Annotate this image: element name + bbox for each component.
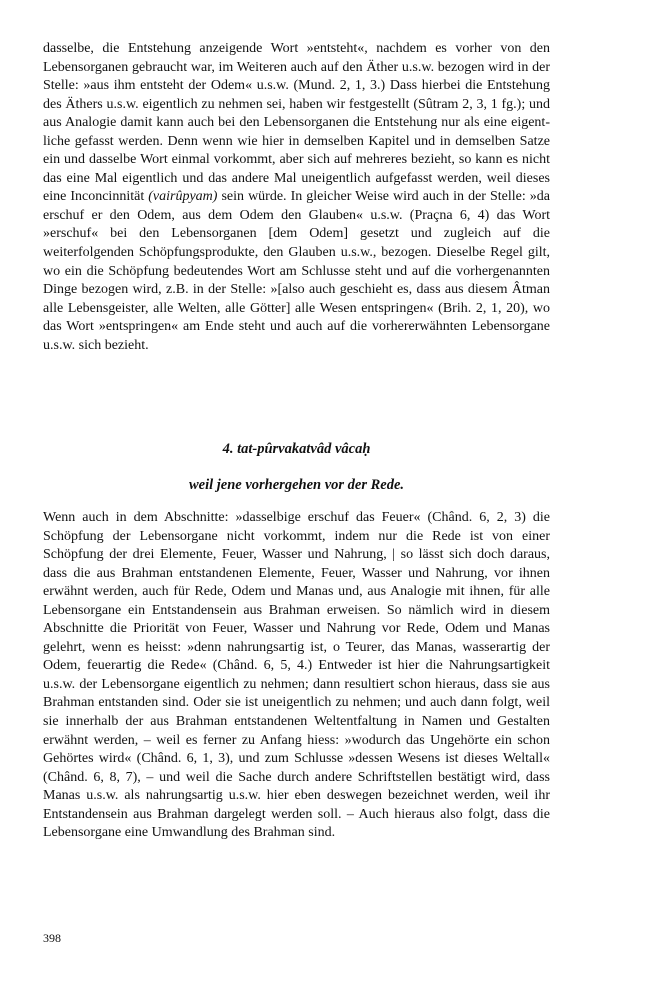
paragraph-1-part-2: sein würde. In gleicher Weise wird auch in der Stelle: »da erschuf er den Odem, aus dem Odem den Glauben« u.s.w. (Praçna 6, 4) das Wort »erschuf« bei den Lebensorganen [dem Odem] gesetzt und zugleich auf die weiterfolgenden Schöpfungsprodukte, den Glauben u.s.w., bezogen. Dieselbe Regel gilt, wo ein die Schöpfung bedeutendes Wort am Schlusse steht und auf die vorhergenannten Dinge bezogen wird, z.B. in der Stelle: »[also auch geschieht es, dass aus diesem Âtman alle Lebensgeister, alle Welten, alle Götter] alle Wesen entspringen« (Brih. 2, 1, 20), wo das Wort »entspringen« am Ende steht und auch auf die vorhererwähnten Lebensorgane u.s.w. sich bezieht.	[43, 189, 551, 353]
section-heading-sanskrit: 4. tat-pûrvakatvâd vâcaḥ	[222, 441, 371, 457]
paragraph-1-part-1: dasselbe, die Entstehung anzeigende Wort »entsteht«, nachdem es vorher von den Lebensorganen gebraucht war, im Weiteren auch auf den Äther u.s.w. bezogen wird in der Stelle: »aus ihm entsteht der Odem« u.s.w. (Mund. 2, 1, 3.) Dass hierbei die Entstehung des Äthers u.s.w. eigentlich zu nehmen sei, haben wir festgestellt (Sûtram 2, 3, 1 fg.); und aus Analogie damit kann auch bei den Lebensorganen die Entstehung nur als eine eigentliche gefasst werden. Denn wenn wie hier in demselben Kapitel und in demselben Satze ein und dasselbe Wort einmal vorkommt, aber sich auf mehreres bezieht, so kann es nicht das eine Mal eigentlich und das andere Mal uneigentlich aufgefasst werden, weil dieses eine Inconcinnität	[43, 41, 550, 205]
paragraph-1	[43, 40, 550, 355]
sanskrit-term-italic: (vairûpyam)	[148, 189, 218, 205]
page-number: 398	[43, 931, 61, 945]
section-heading-translation: weil jene vorhergehen vor der Rede.	[188, 477, 405, 493]
paragraph-commentary	[43, 509, 550, 843]
paragraph-2: Wenn auch in dem Abschnitte: »dasselbige erschuf das Feuer« (Chând. 6, 2, 3) die Schöpfung der Lebensorgane nicht vorkommt, indem nur die Rede ist von einer Schöpfung der drei Elemente, Feuer, Wasser und Nahrung, | so lässt sich doch daraus, dass die aus Brahman entstandenen Elemente, Feuer, Wasser und Nahrung, vor ihnen erwähnt werden, auch für Rede, Odem und Manas und, aus Analogie mit ihnen, für alle Lebensorgane ein Entstandensein aus Brahman erweisen. So nämlich wird in diesem Abschnitte die Priorität von Feuer, Wasser und Nahrung vor Rede, Odem und Manas gelehrt, wenn es heisst: »denn nahrungsartig ist, o Teurer, das Manas, wasserartig der Odem, feuerartig die Rede« (Chând. 6, 5, 4.) Entweder ist hier die Nahrungsartigkeit u.s.w. der Lebensorgane eigentlich zu nehmen; dann resultiert schon hieraus, dass sie aus Brahman entstanden sind. Oder sie ist uneigentlich zu nehmen; und auch dann folgt, weil sie innerhalb der aus Brahman entstandenen Weltentfaltung in Namen und Gestalten erwähnt werden, – weil es ferner zu Anfang hiess: »wodurch das Ungehörte ein schon Gehörtes wird« (Chând. 6, 1, 3), und zum Schlusse »dessen Wesens ist dieses Weltall« (Chând. 6, 8, 7), – und weil die Sache durch andere Schriftstellen bestätigt wird, dass Manas u.s.w. als nahrungsartig u.s.w. hier eben deswegen bezeichnet werden, weil ihr Entstandensein aus Brahman dargelegt werden soll. – Auch hieraus also folgt, dass die Lebensorgane eine Umwandlung des Brahman sind.	[43, 510, 550, 841]
paragraph-continuation	[43, 40, 550, 355]
